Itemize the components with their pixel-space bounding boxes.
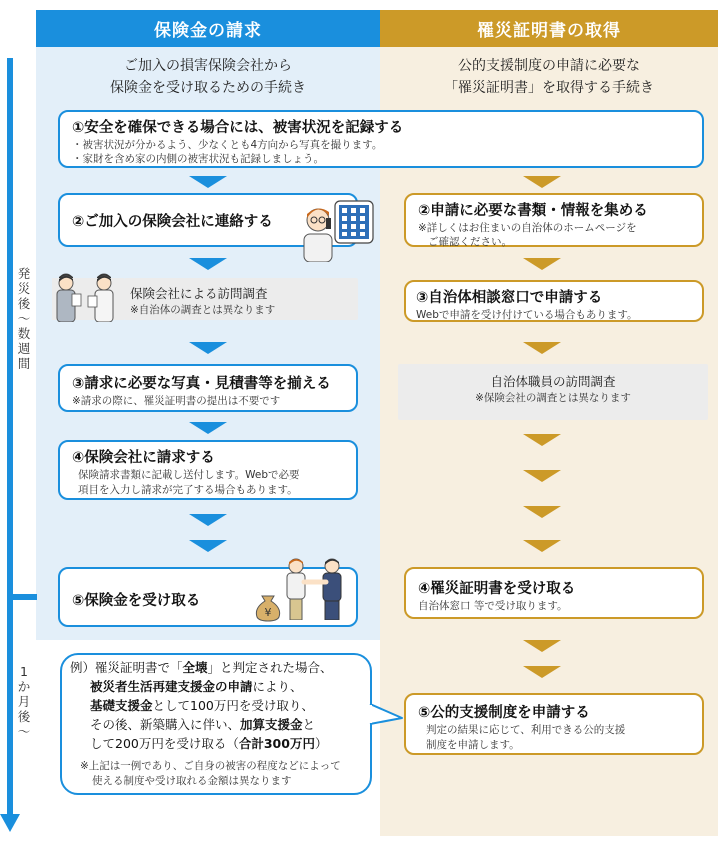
timeline-label-month: 1 か 月 後 〜 (17, 664, 31, 739)
step3-gather-photos-box (58, 364, 358, 412)
flow-arrow-icon (523, 640, 561, 652)
r3-title: ③自治体相談窓口で申請する (416, 290, 603, 306)
example-disclaimer2: 使える制度や受け取れる金額は異なります (92, 775, 292, 787)
flow-arrow-icon (523, 176, 561, 188)
flow-arrow-icon (189, 258, 227, 270)
certificate-subtitle (380, 55, 718, 99)
timeline-tick (7, 594, 37, 600)
example-callout (60, 653, 372, 795)
r4-note: 自治体窓口 等で受け取ります。 (418, 600, 568, 612)
r5-note1: 判定の結果に応じて、利用できる公的支援 (426, 724, 626, 736)
certificate-subtitle-line2: 「罹災証明書」を取得する手続き (444, 80, 654, 96)
insurance-claim-header: 保険金の請求 (36, 10, 380, 47)
step1-note1: ・被害状況が分かるよう、少なくとも4方向から写真を撮ります。 (72, 139, 383, 151)
inspectors-icon (52, 274, 122, 322)
step4-receive-certificate-box (404, 567, 704, 619)
flow-arrow-icon (523, 540, 561, 552)
flow-arrow-icon (189, 342, 227, 354)
example-line2: 被災者生活再建支援金の申請により、 (90, 679, 303, 694)
insurance-subtitle-line1: ご加入の損害保険会社から (124, 58, 292, 74)
flow-arrow-icon (523, 434, 561, 446)
phone-person-icon (298, 200, 338, 262)
callout-tail-icon (368, 700, 404, 730)
flow-arrow-icon (189, 514, 227, 526)
step4-file-claim-box (58, 440, 358, 500)
handshake-icon (282, 556, 348, 620)
flow-arrow-icon (523, 342, 561, 354)
r2-note1: ※詳しくはお住まいの自治体のホームページを (418, 222, 637, 234)
example-line1: 例）罹災証明書で「全壊」と判定された場合、 (70, 660, 333, 675)
s4-note1: 保険請求書類に記載し送付します。Webで必要 (78, 469, 300, 481)
step1-title: ①安全を確保できる場合には、被害状況を記録する (72, 120, 404, 136)
example-disclaimer1: ※上記は一例であり、ご自身の被害の程度などによって (80, 760, 341, 772)
step2-gather-documents-box (404, 193, 704, 247)
flow-arrow-icon (523, 258, 561, 270)
example-line5: して200万円を受け取る（合計300万円） (90, 736, 328, 751)
step1-note2: ・家財を含め家の内側の被害状況も記録しましょう。 (72, 153, 324, 165)
calculator-icon (334, 200, 374, 244)
flow-arrow-icon (189, 176, 227, 188)
r2-note2: ご確認ください。 (428, 236, 512, 248)
municipal-visit-survey-box (398, 364, 708, 420)
flow-arrow-icon (189, 422, 227, 434)
r4-title: ④罹災証明書を受け取る (418, 581, 576, 597)
flow-arrow-icon (523, 666, 561, 678)
money-bag-icon (252, 590, 284, 622)
flow-arrow-icon (523, 470, 561, 482)
insurance-subtitle-line2: 保険金を受け取るための手続き (110, 80, 306, 96)
certificate-subtitle-line1: 公的支援制度の申請に必要な (458, 58, 640, 74)
s4-note2: 項目を入力し請求が完了する場合もあります。 (78, 484, 298, 496)
timeline-bar (7, 58, 13, 816)
flow-arrow-icon (189, 540, 227, 552)
example-line4: その後、新築購入に伴い、加算支援金と (90, 717, 316, 732)
timeline-label-weeks: 発 災 後 〜 数 週 間 (17, 266, 31, 371)
step1-record-damage-box (58, 110, 704, 168)
insurer-survey-note: ※自治体の調査とは異なります (130, 304, 276, 316)
s4-title: ④保険会社に請求する (72, 450, 215, 466)
r5-title: ⑤公的支援制度を申請する (418, 705, 590, 721)
timeline-arrow-icon (0, 814, 20, 832)
insurer-visit-survey-box (124, 278, 358, 320)
r3-note: Webで申請を受け付けている場合もあります。 (416, 309, 638, 321)
municipal-survey-note: ※保険会社の調査とは異なります (475, 392, 631, 404)
s3-note: ※請求の際に、罹災証明書の提出は不要です (72, 395, 281, 407)
municipal-survey-title: 自治体職員の訪問調査 (490, 374, 616, 389)
r2-title: ②申請に必要な書類・情報を集める (418, 203, 648, 219)
step3-municipal-application-box (404, 280, 704, 322)
insurer-survey-title: 保険会社による訪問調査 (130, 286, 268, 301)
insurance-subtitle (36, 55, 380, 99)
certificate-header: 罹災証明書の取得 (380, 10, 718, 47)
svg-text:¥: ¥ (264, 606, 272, 619)
step2-title: ②ご加入の保険会社に連絡する (72, 214, 273, 230)
s5-title: ⑤保険金を受け取る (72, 593, 201, 609)
step5-apply-public-support-box (404, 693, 704, 755)
flow-arrow-icon (523, 506, 561, 518)
r5-note2: 制度を申請します。 (426, 739, 520, 751)
example-line3: 基礎支援金として100万円を受け取り、 (90, 698, 314, 713)
s3-title: ③請求に必要な写真・見積書等を揃える (72, 376, 331, 392)
